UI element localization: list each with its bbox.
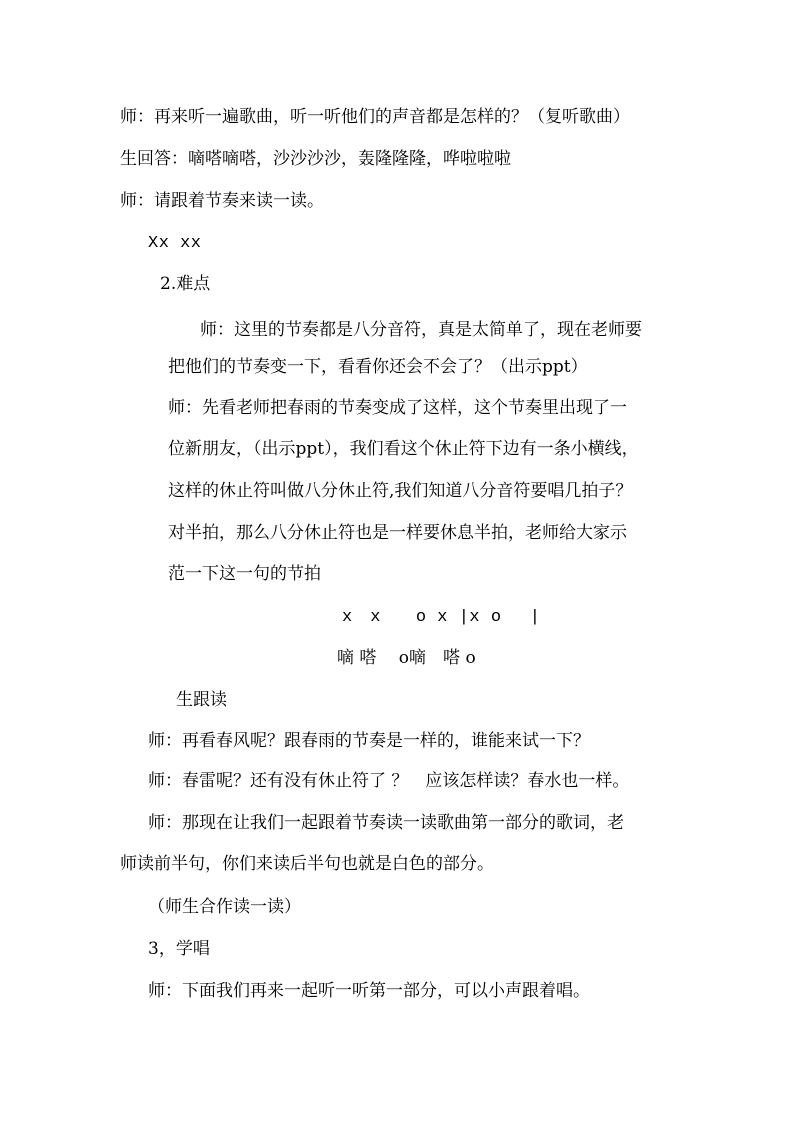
text-line-12: 范一下这一句的节拍 bbox=[168, 564, 321, 584]
rhythm-lyrics: 嘀 嗒 o嘀 嗒 o bbox=[337, 648, 476, 668]
text-line-11: 对半拍，那么八分休止符也是一样要休息半拍，老师给大家示 bbox=[168, 523, 627, 543]
text-line-1: 师：再来听一遍歌曲，听一听他们的声音都是怎样的？（复听歌曲） bbox=[120, 107, 630, 127]
text-line-6: 师：这里的节奏都是八分音符，真是太简单了，现在老师要 bbox=[200, 320, 642, 340]
text-line-rhythm-xx: Xx xx bbox=[148, 234, 202, 253]
text-line-3: 师：请跟着节奏来读一读。 bbox=[120, 191, 324, 211]
text-line-10: 这样的休止符叫做八分休止符,我们知道八分音符要唱几拍子？ bbox=[168, 481, 633, 501]
text-line-16: 师：再看春风呢？跟春雨的节奏是一样的，谁能来试一下？ bbox=[148, 731, 590, 751]
text-line-19: 师读前半句，你们来读后半句也就是白色的部分。 bbox=[120, 854, 494, 874]
text-line-8: 师：先看老师把春雨的节奏变成了这样，这个节奏里出现了一 bbox=[168, 398, 627, 418]
section-heading-learn-sing: 3，学唱 bbox=[148, 939, 210, 959]
text-line-2: 生回答：嘀嗒嘀嗒，沙沙沙沙，轰隆隆隆，哗啦啦啦 bbox=[120, 149, 511, 169]
section-heading-difficulty: 2.难点 bbox=[160, 274, 211, 294]
text-line-22: 师：下面我们再来一起听一听第一部分，可以小声跟着唱。 bbox=[148, 981, 590, 1001]
text-line-18: 师：那现在让我们一起跟着节奏读一读歌曲第一部分的歌词，老 bbox=[148, 813, 624, 833]
text-line-15: 生跟读 bbox=[176, 690, 227, 710]
text-line-20: （师生合作读一读） bbox=[148, 897, 301, 917]
text-line-17: 师：春雷呢？还有没有休止符了 ？ 应该怎样读？春水也一样。 bbox=[148, 771, 630, 791]
rhythm-notation: x x o x |x o | bbox=[342, 608, 541, 627]
text-line-9: 位新朋友，（出示ppt），我们看这个休止符下边有一条小横线， bbox=[168, 439, 639, 459]
text-line-7: 把他们的节奏变一下，看看你还会不会了？（出示ppt） bbox=[168, 357, 588, 377]
